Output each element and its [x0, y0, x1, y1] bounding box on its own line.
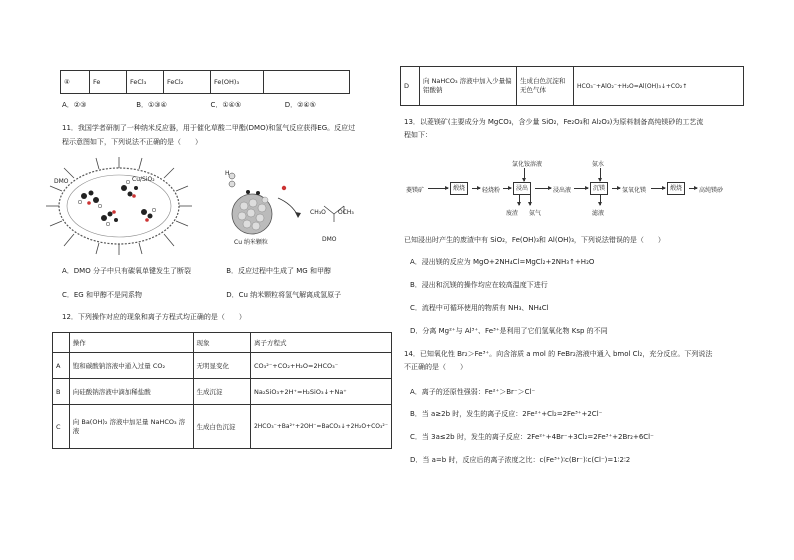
flow-box-calcine-2: 煅烧 — [667, 182, 685, 195]
left-top-table — [60, 70, 350, 94]
table-row — [53, 353, 392, 379]
table-cell: FeCl₃ — [127, 71, 164, 94]
flow-output-3: 滤液 — [592, 210, 605, 217]
table-cell: 饱和碳酸钠溶液中通入过量 CO₂ — [69, 353, 193, 379]
q11-stem-line1: 11．我国学者研制了一种纳米反应器，用于催化草酸二甲酯(DMO)和氢气反应获得EG。反应过 — [62, 124, 356, 132]
table-row — [53, 405, 392, 449]
flow-arrow — [651, 188, 665, 189]
table-cell: D — [401, 67, 420, 106]
q13-option-d: D．分离 Mg²⁺与 Al³⁺、Fe³⁺是利用了它们氢氧化物 Ksp 的不同 — [410, 327, 608, 335]
q13-option-c: C．流程中可循环使用的物质有 NH₃、NH₄Cl — [410, 304, 549, 312]
q14-option-c: C．当 3a≤2b 时，发生的离子反应：2Fe²⁺+4Br⁻+3Cl₂=2Fe³⁺+2Br₂+6Cl⁻ — [410, 433, 654, 441]
flow-reagent-2: 氨水 — [592, 161, 605, 168]
flow-arrow — [503, 188, 511, 189]
right-top-table — [400, 66, 744, 106]
fig-label-cusio: Cu/SiO₂ — [132, 176, 155, 183]
flow-arrow — [472, 188, 480, 189]
table-row — [401, 67, 744, 106]
table-cell: 向 NaHCO₃ 溶液中加入少量偏铝酸钠 — [420, 67, 517, 106]
table-cell: 生成白色沉淀和无色气体 — [517, 67, 574, 106]
flow-arrow — [574, 188, 588, 189]
flow-output-2: 氨气 — [529, 210, 542, 217]
table-cell — [264, 71, 350, 94]
option: C．EG 和甲醇不是同系物 — [62, 291, 142, 299]
table-cell: 无明显变化 — [193, 353, 250, 379]
flow-arrow — [524, 168, 525, 181]
table-header: 操作 — [69, 333, 193, 353]
table-cell: CO₃²⁻+CO₂+H₂O=2HCO₃⁻ — [250, 353, 391, 379]
q14-option-b: B．当 a≥2b 时，发生的离子反应：2Fe²⁺+Cl₂=2Fe³⁺+2Cl⁻ — [410, 410, 603, 418]
flow-mid-1: 轻烧粉 — [482, 187, 501, 194]
table-cell: B — [53, 379, 70, 405]
table-row — [61, 71, 350, 94]
table-cell: Fe — [90, 71, 127, 94]
flow-box-calcine-1: 煅烧 — [450, 182, 468, 195]
q10-options — [62, 101, 316, 110]
fig-label-cu: Cu 纳米颗粒 — [234, 239, 268, 246]
option: D．Cu 纳米颗粒将氢气解离成氢原子 — [226, 291, 342, 299]
flow-reagent-1: 氯化铵溶液 — [512, 161, 543, 168]
flow-end: 高纯镁砂 — [699, 187, 724, 194]
q13-stem-line1: 13．以菱镁矿(主要成分为 MgCO₃，含少量 SiO₂，Fe₂O₃和 Al₂O₃)为原料制备高纯镁砂的工艺流 — [404, 118, 704, 126]
table-header-row — [53, 333, 392, 353]
flow-arrow — [519, 195, 520, 205]
q11-options-row2 — [62, 291, 341, 300]
option: A．②③ — [62, 101, 87, 109]
flow-box-precipitate: 沉镁 — [590, 182, 608, 195]
option: B．①③④ — [136, 101, 167, 109]
flow-start: 菱镁矿 — [406, 187, 425, 194]
table-header — [53, 333, 70, 353]
q14-stem-line1: 14．已知氧化性 Br₂＞Fe³⁺。向含溶质 a mol 的 FeBr₂溶液中通入 bmol Cl₂，充分反应。下列说法 — [404, 350, 713, 358]
flow-arrow — [600, 195, 601, 205]
table-cell: C — [53, 405, 70, 449]
flow-arrow — [428, 188, 448, 189]
table-header: 现象 — [193, 333, 250, 353]
flow-mid-3: 氢氧化镁 — [622, 187, 647, 194]
table-cell: A — [53, 353, 70, 379]
q13-option-b: B．浸出和沉镁的操作均应在较高温度下进行 — [410, 281, 548, 289]
option: C．①④⑤ — [210, 101, 242, 109]
flow-arrow — [530, 195, 531, 205]
flow-arrow — [535, 188, 551, 189]
q13-note: 已知浸出时产生的废渣中有 SiO₂，Fe(OH)₃和 Al(OH)₃，下列说法错误的是（ ） — [404, 236, 665, 244]
table-cell: 生成沉淀 — [193, 379, 250, 405]
table-row — [53, 379, 392, 405]
table-cell: HCO₃⁻+AlO₂⁻+H₂O=Al(OH)₃↓+CO₂↑ — [574, 67, 744, 106]
fig-label-ch3o: CH₃O — [310, 209, 326, 216]
q14-option-a: A．离子的还原性强弱：Fe²⁺＞Br⁻＞Cl⁻ — [410, 388, 536, 396]
option: D．②④⑤ — [284, 101, 316, 109]
q14-stem-line2: 不正确的是（ ） — [404, 363, 467, 371]
option: A．DMO 分子中只有碳氧单键发生了断裂 — [62, 267, 191, 275]
flow-output-1: 废渣 — [506, 210, 519, 217]
fig-label-dmo-right: DMO — [322, 236, 337, 243]
table-cell: Na₂SiO₃+2H⁺=H₂SiO₃↓+Na⁺ — [250, 379, 391, 405]
q13-stem-line2: 程如下： — [404, 131, 432, 139]
table-cell: Fe(OH)₃ — [211, 71, 264, 94]
table-cell: 向硅酸钠溶液中滴加稀盐酸 — [69, 379, 193, 405]
option: B．反应过程中生成了 MG 和甲醇 — [226, 267, 331, 275]
fig-label-h: H — [225, 170, 230, 177]
table-cell: ④ — [61, 71, 90, 94]
table-cell: 2HCO₃⁻+Ba²⁺+2OH⁻=BaCO₃↓+2H₂O+CO₃²⁻ — [250, 405, 391, 449]
q12-table — [52, 332, 392, 449]
flow-arrow — [612, 188, 620, 189]
flow-box-leach: 浸出 — [513, 182, 531, 195]
q14-option-d: D．当 a=b 时，反应后的离子浓度之比：c(Fe³⁺)∶c(Br⁻)∶c(Cl⁻)=1∶2∶2 — [410, 456, 631, 464]
nanoreactor-figure — [44, 156, 364, 256]
flow-mid-2: 浸出液 — [553, 187, 572, 194]
flow-arrow — [689, 188, 697, 189]
fig-label-dmo-left: DMO — [54, 178, 69, 185]
q13-option-a: A．浸出镁的反应为 MgO+2NH₄Cl=MgCl₂+2NH₃↑+H₂O — [410, 258, 595, 266]
table-cell: FeCl₂ — [164, 71, 211, 94]
q11-options-row1 — [62, 267, 331, 276]
q11-stem-line2: 程示意图如下，下列说法不正确的是（ ） — [62, 138, 202, 146]
q12-stem: 12．下列操作对应的现象和离子方程式均正确的是（ ） — [62, 313, 246, 321]
flow-arrow — [600, 168, 601, 181]
fig-label-och3: OCH₃ — [338, 209, 354, 216]
table-cell: 向 Ba(OH)₂ 溶液中加足量 NaHCO₃ 溶液 — [69, 405, 193, 449]
table-cell: 生成白色沉淀 — [193, 405, 250, 449]
table-header: 离子方程式 — [250, 333, 391, 353]
